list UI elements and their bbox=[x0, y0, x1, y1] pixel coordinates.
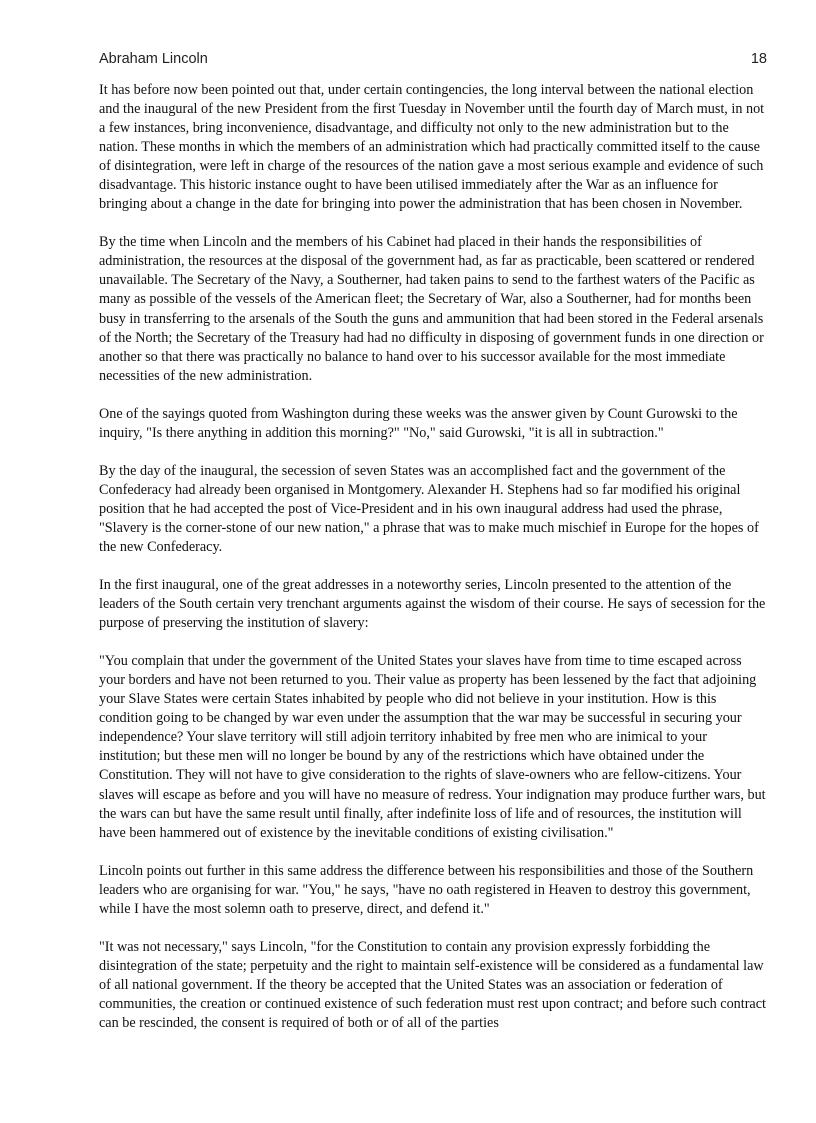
body-text bbox=[99, 81, 769, 1052]
paragraph: By the day of the inaugural, the secession of seven States was an accomplished fact and the government of the Confederacy had already been organised in Montgomery. Alexander H. Stephens had so far modified his original position that he had accepted the post of Vice-President and in his own inaugural address had used the phrase, "Slavery is the corner-stone of our new nation," a phrase that was to make much mischief in Europe for the hopes of the new Confederacy. bbox=[99, 462, 759, 555]
paragraph: In the first inaugural, one of the great addresses in a noteworthy series, Lincoln presented to the attention of the leaders of the South certain very trenchant arguments against the wisdom of their course. He says of secession for the purpose of preserving the institution of slavery: bbox=[99, 577, 766, 632]
paragraph: By the time when Lincoln and the members of his Cabinet had placed in their hands the responsibilities of administration, the resources at the disposal of the government had, as far as practicable, been scattered or rendered unavailable. The Secretary of the Navy, a Southerner, had taken pains to send to the farthest waters of the Pacific as many as possible of the vessels of the American fleet; the Secretary of War, also a Southerner, had for months been busy in transferring to the arsenals of the South the guns and ammunition that had been stored in the Federal arsenals of the North; the Secretary of the Treasury had had no difficulty in disposing of government funds in one direction or another so that there was practically no balance to hand over to his successor available for the most immediate necessities of the new administration. bbox=[99, 234, 764, 384]
paragraph: One of the sayings quoted from Washington during these weeks was the answer given by Count Gurowski to the inquiry, "Is there anything in addition this morning?" "No," said Gurowski, "it is all in subtraction." bbox=[99, 405, 738, 441]
paragraph: Lincoln points out further in this same address the difference between his responsibilities and those of the Southern leaders who are organising for war. "You," he says, "have no oath registered in Heaven to destroy this government, while I have the most solemn oath to preserve, direct, and defend it." bbox=[99, 862, 754, 917]
quoted-paragraph: "You complain that under the government of the United States your slaves have from time to time escaped across your borders and have not been returned to you. Their value as property has been lessened by the fact that adjoining your Slave States were certain States inhabited by people who did not believe in your institution. How is this condition going to be changed by war even under the assumption that the war may be successful in securing your independence? Your slave territory will still adjoin territory inhabited by free men who are inimical to your institution; but these men will no longer be bound by any of the restrictions which have obtained under the Constitution. They will not have to give consideration to the rights of slave-owners who are fellow-citizens. Your slaves will escape as before and you will have no measure of redress. Your indignation may produce further wars, but the wars can but have the same result until finally, after indefinite loss of life and of resources, the institution will have been hammered out of existence by the inevitable conditions of existing civilisation." bbox=[99, 653, 766, 841]
page-number: 18 bbox=[750, 51, 767, 67]
paragraph: It has before now been pointed out that, under certain contingencies, the long interval between the national election and the inaugural of the new President from the first Tuesday in November until the fourth day of March must, in not a few instances, bring inconvenience, disadvantage, and difficulty not only to the new administration but to the nation. These months in which the members of an administration which had practically committed itself to the cause of disintegration, were left in charge of the resources of the nation gave a most serious example and evidence of such disadvantage. This historic instance ought to have been utilised immediately after the War as an influence for bringing about a change in the date for bringing into power the administration that has been chosen in November. bbox=[99, 82, 765, 213]
running-title: Abraham Lincoln bbox=[99, 51, 208, 67]
quoted-paragraph: "It was not necessary," says Lincoln, "for the Constitution to contain any provision expressly forbidding the disintegration of the state; perpetuity and the right to maintain self-existence will be considered as a fundamental law of all national government. If the theory be accepted that the United States was an association or federation of communities, the creation or continued existence of such federation must rest upon contract; and before such contract can be rescinded, the consent is required of both or of all of the parties bbox=[99, 938, 766, 1031]
page-header bbox=[99, 51, 767, 73]
